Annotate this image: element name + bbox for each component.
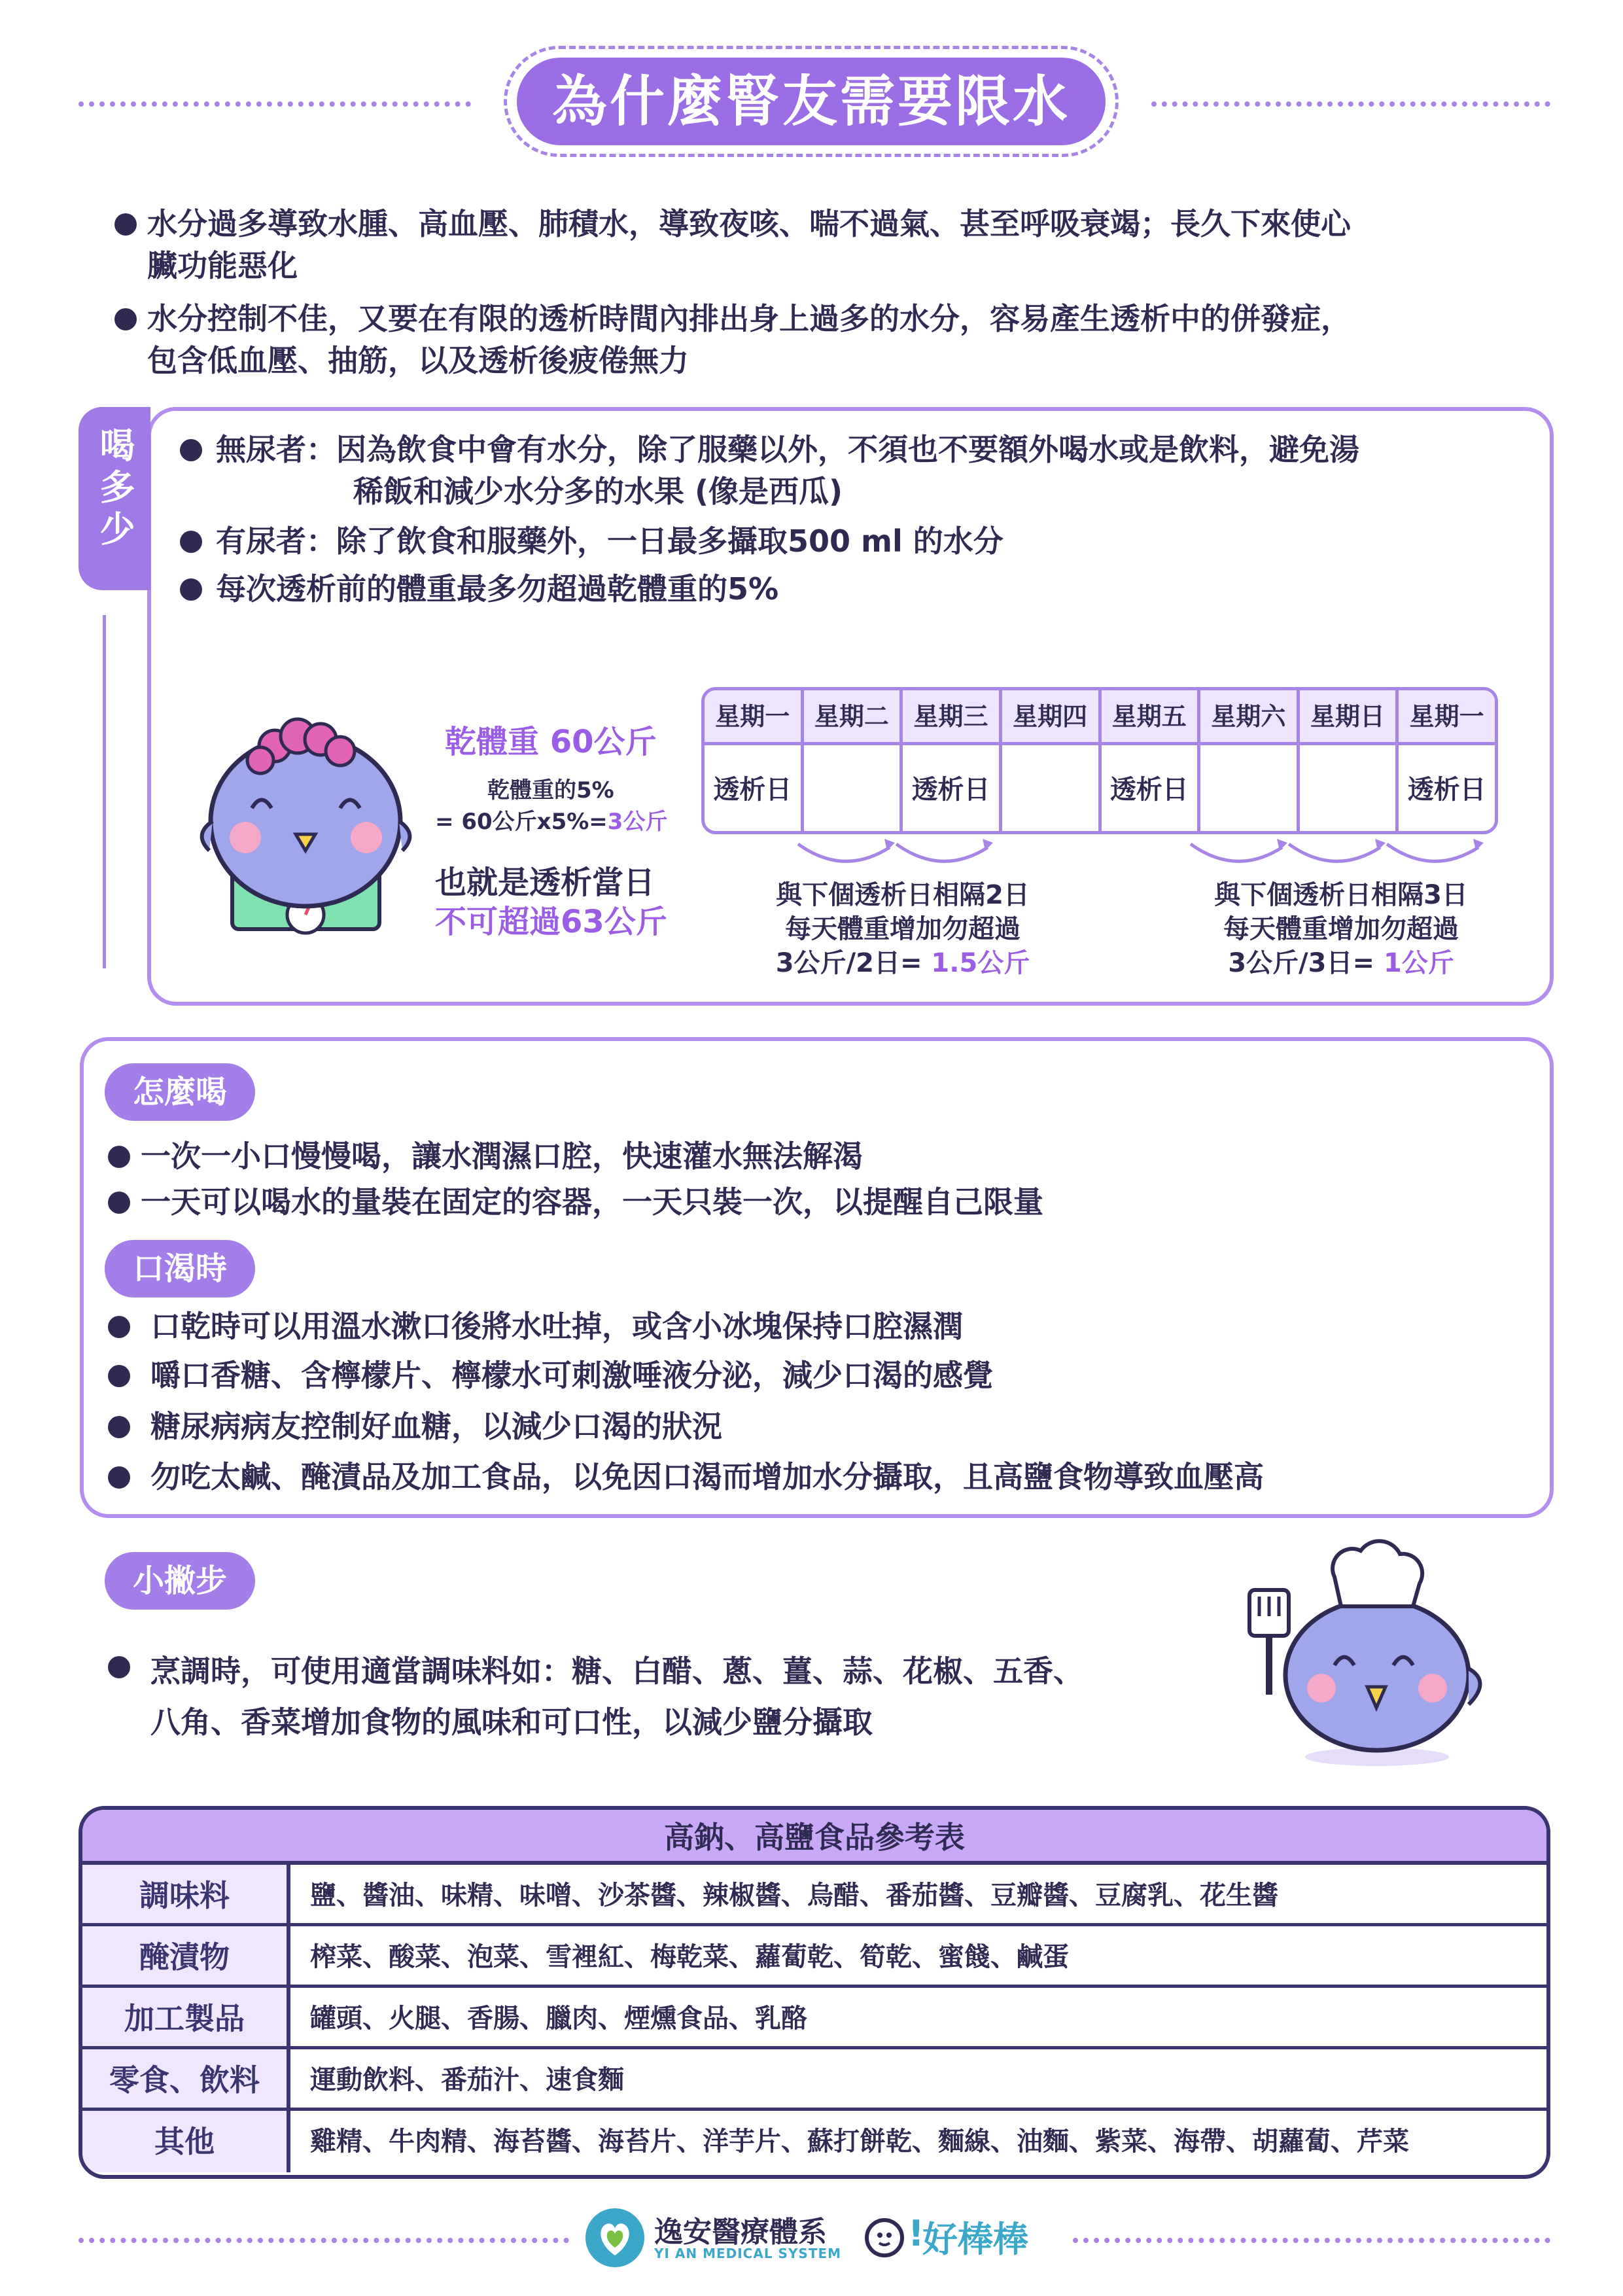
note-right-line3: 3公斤/3日= 1公斤 bbox=[1228, 948, 1454, 978]
table-category: 其他 bbox=[82, 2111, 290, 2172]
bird-on-scale-illustration bbox=[183, 707, 419, 942]
calc-line-2 bbox=[435, 804, 667, 836]
top-dotted-line-right bbox=[1151, 101, 1550, 107]
table-value: 鹽、醬油、味精、味噌、沙茶醬、辣椒醬、烏醋、番茄醬、豆瓣醬、豆腐乳、花生醬 bbox=[310, 1881, 1278, 1911]
intro-item-1-line1: 水分過多導致水腫、高血壓、肺積水，導致夜咳、喘不過氣、甚至呼吸衰竭；長久下來使心 bbox=[147, 206, 1351, 241]
thirsty-label: 口渴時 bbox=[105, 1240, 255, 1298]
note-left-line2: 每天體重增加勿超過 bbox=[785, 914, 1021, 944]
tips-item bbox=[108, 1646, 1253, 1748]
calc-prefix: = 60公斤x5%= bbox=[435, 809, 608, 835]
footer-brand2-mark: ! bbox=[908, 2213, 924, 2254]
how-much-item-1-line2: 稀飯和減少水分多的水果 (像是西瓜) bbox=[353, 474, 843, 509]
thirsty-item-3: 糖尿病病友控制好血糖，以減少口渴的狀況 bbox=[108, 1405, 1514, 1447]
day-cell bbox=[804, 745, 903, 834]
note-right-line1: 與下個透析日相隔3日 bbox=[1214, 880, 1468, 910]
tips-line2: 八角、香菜增加食物的風味和可口性，以減少鹽分攝取 bbox=[150, 1704, 873, 1740]
bullet-icon bbox=[114, 308, 137, 330]
note-left-line3: 3公斤/2日= 1.5公斤 bbox=[775, 948, 1030, 978]
interval-note-2-days bbox=[739, 878, 1066, 980]
smiley-logo-icon bbox=[865, 2218, 904, 2257]
bullet-icon bbox=[108, 1192, 130, 1214]
thirsty-item-4: 勿吃太鹹、醃漬品及加工食品，以免因口渴而增加水分攝取，且高鹽食物導致血壓高 bbox=[108, 1456, 1514, 1498]
day-header: 星期三 bbox=[903, 690, 1002, 742]
how-much-item-3 bbox=[180, 568, 1541, 610]
footer-brand-cn: 逸安醫療體系 bbox=[654, 2216, 827, 2249]
conclusion-line-1: 也就是透析當日 bbox=[435, 864, 655, 901]
top-dotted-line-left bbox=[79, 101, 471, 107]
bullet-icon bbox=[180, 439, 202, 461]
table-category: 調味料 bbox=[82, 1865, 290, 1923]
bullet-icon bbox=[108, 1146, 130, 1168]
footer-brand2: 好棒棒 bbox=[922, 2219, 1028, 2260]
table-title: 高鈉、高鹽食品參考表 bbox=[82, 1810, 1546, 1865]
schedule-body bbox=[705, 745, 1495, 834]
bullet-icon bbox=[180, 531, 202, 553]
day-header: 星期日 bbox=[1300, 690, 1399, 742]
tips-label: 小撇步 bbox=[105, 1552, 255, 1610]
dialysis-schedule bbox=[701, 687, 1498, 834]
schedule-header bbox=[705, 690, 1495, 745]
day-header: 星期一 bbox=[705, 690, 804, 742]
how-much-item-1-line1: 無尿者：因為飲食中會有水分，除了服藥以外，不須也不要額外喝水或是飲料，避免湯 bbox=[216, 432, 1359, 467]
footer-dotted-line-left bbox=[79, 2238, 569, 2243]
bullet-icon bbox=[108, 1316, 130, 1338]
table-value: 罐頭、火腿、香腸、臘肉、煙燻食品、乳酪 bbox=[310, 2004, 807, 2034]
intro-item-2-line2: 包含低血壓、抽筋，以及透析後疲倦無力 bbox=[147, 343, 689, 378]
bullet-icon bbox=[108, 1466, 130, 1489]
day-header: 星期四 bbox=[1002, 690, 1102, 742]
how-drink-item-2: 一天可以喝水的量裝在固定的容器，一天只裝一次，以提醒自己限量 bbox=[108, 1181, 1514, 1223]
note-right-line2: 每天體重增加勿超過 bbox=[1223, 914, 1459, 944]
page-title: 為什麼腎友需要限水 bbox=[517, 58, 1106, 145]
day-header: 星期五 bbox=[1102, 690, 1201, 742]
how-much-tab-label: 喝多少 bbox=[94, 427, 135, 552]
table-row bbox=[82, 2049, 1546, 2111]
day-cell: 透析日 bbox=[903, 745, 1002, 834]
day-cell bbox=[1300, 745, 1399, 834]
tips-line1: 烹調時，可使用適當調味料如：糖、白醋、蔥、薑、蒜、花椒、五香、 bbox=[150, 1653, 1083, 1689]
calc-line-1: 乾體重的5% bbox=[487, 777, 614, 804]
table-row bbox=[82, 1865, 1546, 1926]
bullet-icon bbox=[180, 578, 202, 601]
bullet-icon bbox=[114, 213, 137, 236]
table-row bbox=[82, 1926, 1546, 1988]
how-much-item-1 bbox=[180, 429, 1541, 512]
dry-weight-heading: 乾體重 60公斤 bbox=[445, 724, 657, 760]
day-header: 星期一 bbox=[1399, 690, 1495, 742]
intro-item-2 bbox=[114, 298, 1554, 381]
how-much-item-2 bbox=[180, 520, 1541, 562]
day-header: 星期六 bbox=[1200, 690, 1300, 742]
how-drink-item-1: 一次一小口慢慢喝，讓水潤濕口腔，快速灌水無法解渴 bbox=[108, 1135, 1514, 1177]
table-value: 榨菜、酸菜、泡菜、雪裡紅、梅乾菜、蘿蔔乾、筍乾、蜜餞、鹹蛋 bbox=[310, 1942, 1069, 1972]
interval-arrows bbox=[785, 838, 1505, 877]
day-cell: 透析日 bbox=[705, 745, 804, 834]
thirsty-item-2: 嚼口香糖、含檸檬片、檸檬水可刺激唾液分泌，減少口渴的感覺 bbox=[108, 1354, 1514, 1396]
intro-item-1-line2: 臟功能惡化 bbox=[147, 248, 298, 283]
day-header: 星期二 bbox=[804, 690, 903, 742]
footer-brand-en: YI AN MEDICAL SYSTEM bbox=[654, 2246, 842, 2261]
day-cell bbox=[1002, 745, 1102, 834]
interval-note-3-days bbox=[1178, 878, 1505, 980]
how-much-item-2-text: 有尿者：除了飲食和服藥外，一日最多攝取500 ml 的水分 bbox=[216, 523, 1003, 559]
table-value: 雞精、牛肉精、海苔醬、海苔片、洋芋片、蘇打餅乾、麵線、油麵、紫菜、海帶、胡蘿蔔、芹菜 bbox=[310, 2127, 1409, 2157]
chef-bird-illustration bbox=[1236, 1531, 1498, 1773]
table-value: 運動飲料、番茄汁、速食麵 bbox=[310, 2065, 624, 2095]
how-much-item-3-text: 每次透析前的體重最多勿超過乾體重的5% bbox=[216, 571, 779, 607]
bullet-icon bbox=[108, 1416, 130, 1438]
table-row bbox=[82, 1988, 1546, 2049]
note-left-line1: 與下個透析日相隔2日 bbox=[776, 880, 1030, 910]
intro-item-2-line1: 水分控制不佳，又要在有限的透析時間內排出身上過多的水分，容易產生透析中的併發症， bbox=[147, 301, 1351, 336]
conclusion-line-2: 不可超過63公斤 bbox=[435, 904, 667, 940]
footer-dotted-line-right bbox=[1073, 2238, 1550, 2243]
intro-item-1 bbox=[114, 203, 1554, 287]
calc-result: 3公斤 bbox=[607, 809, 668, 835]
day-cell: 透析日 bbox=[1407, 775, 1486, 805]
table-category: 加工製品 bbox=[82, 1988, 290, 2046]
table-category: 醃漬物 bbox=[82, 1926, 290, 1985]
bullet-icon bbox=[108, 1656, 130, 1678]
how-much-tab bbox=[79, 407, 150, 590]
yian-logo-icon bbox=[585, 2208, 644, 2267]
high-sodium-food-table bbox=[79, 1806, 1550, 2179]
thirsty-item-1: 口乾時可以用溫水漱口後將水吐掉，或含小冰塊保持口腔濕潤 bbox=[108, 1305, 1514, 1347]
table-category: 零食、飲料 bbox=[82, 2049, 290, 2108]
how-drink-label: 怎麼喝 bbox=[105, 1063, 255, 1121]
table-row bbox=[82, 2111, 1546, 2172]
day-cell: 透析日 bbox=[1102, 745, 1201, 834]
day-cell bbox=[1200, 745, 1300, 834]
bullet-icon bbox=[108, 1365, 130, 1387]
how-much-tab-line bbox=[103, 615, 106, 968]
